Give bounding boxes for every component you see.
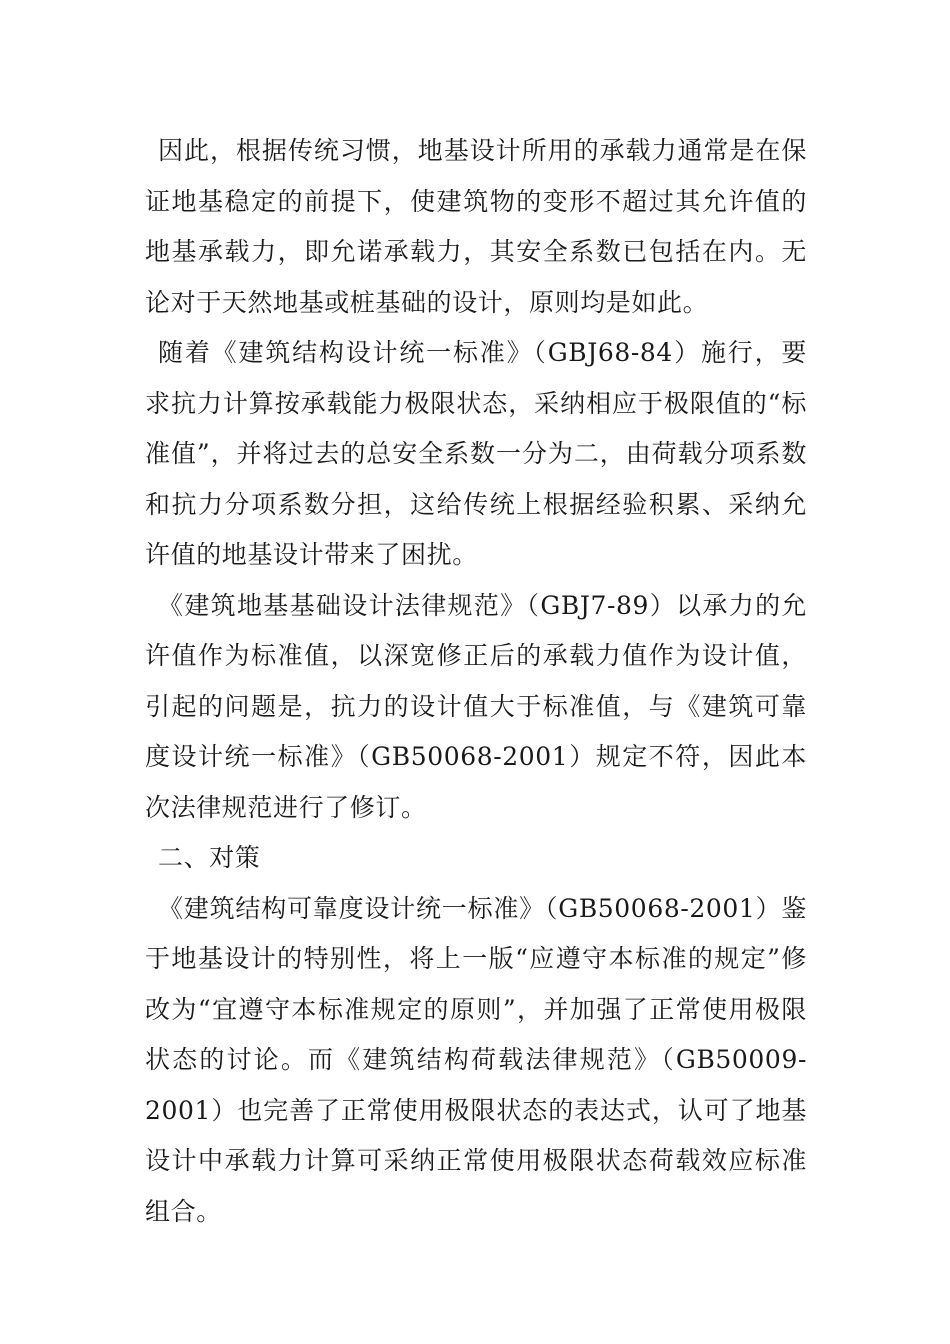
section-heading: 二、对策 [158,843,261,872]
document-body [145,126,807,1237]
paragraph-4: 《建筑结构可靠度设计统一标准》（GB50068-2001）鉴于地基设计的特别性，将上一版“应遵守本标准的规定”修改为“宜遵守本标准规定的原则”，并加强了正常使用极限状态的讨论。而《建筑结构荷载法律规范》（GB50009-2001）也完善了正常使用极限状态的表达式，认可了地基设计中承载力计算可采纳正常使用极限状态荷载效应标准组合。 [145,893,807,1226]
paragraph-3: 《建筑地基基础设计法律规范》（GBJ7-89）以承力的允许值作为标准值，以深宽修正后的承载力值作为设计值，引起的问题是，抗力的设计值大于标准值，与《建筑可靠度设计统一标准》（GB50068-2001）规定不符，因此本次法律规范进行了修订。 [145,590,807,822]
paragraph-2: 随着《建筑结构设计统一标准》（GBJ68-84）施行，要求抗力计算按承载能力极限状态，采纳相应于极限值的“标准值”，并将过去的总安全系数一分为二，由荷载分项系数和抗力分项系数分担，这给传统上根据经验积累、采纳允许值的地基设计带来了困扰。 [145,338,807,569]
paragraph-1: 因此，根据传统习惯，地基设计所用的承载力通常是在保证地基稳定的前提下，使建筑物的变形不超过其允许值的地基承载力，即允诺承载力，其安全系数已包括在内。无论对于天然地基或桩基础的设计，原则均是如此。 [145,136,807,317]
